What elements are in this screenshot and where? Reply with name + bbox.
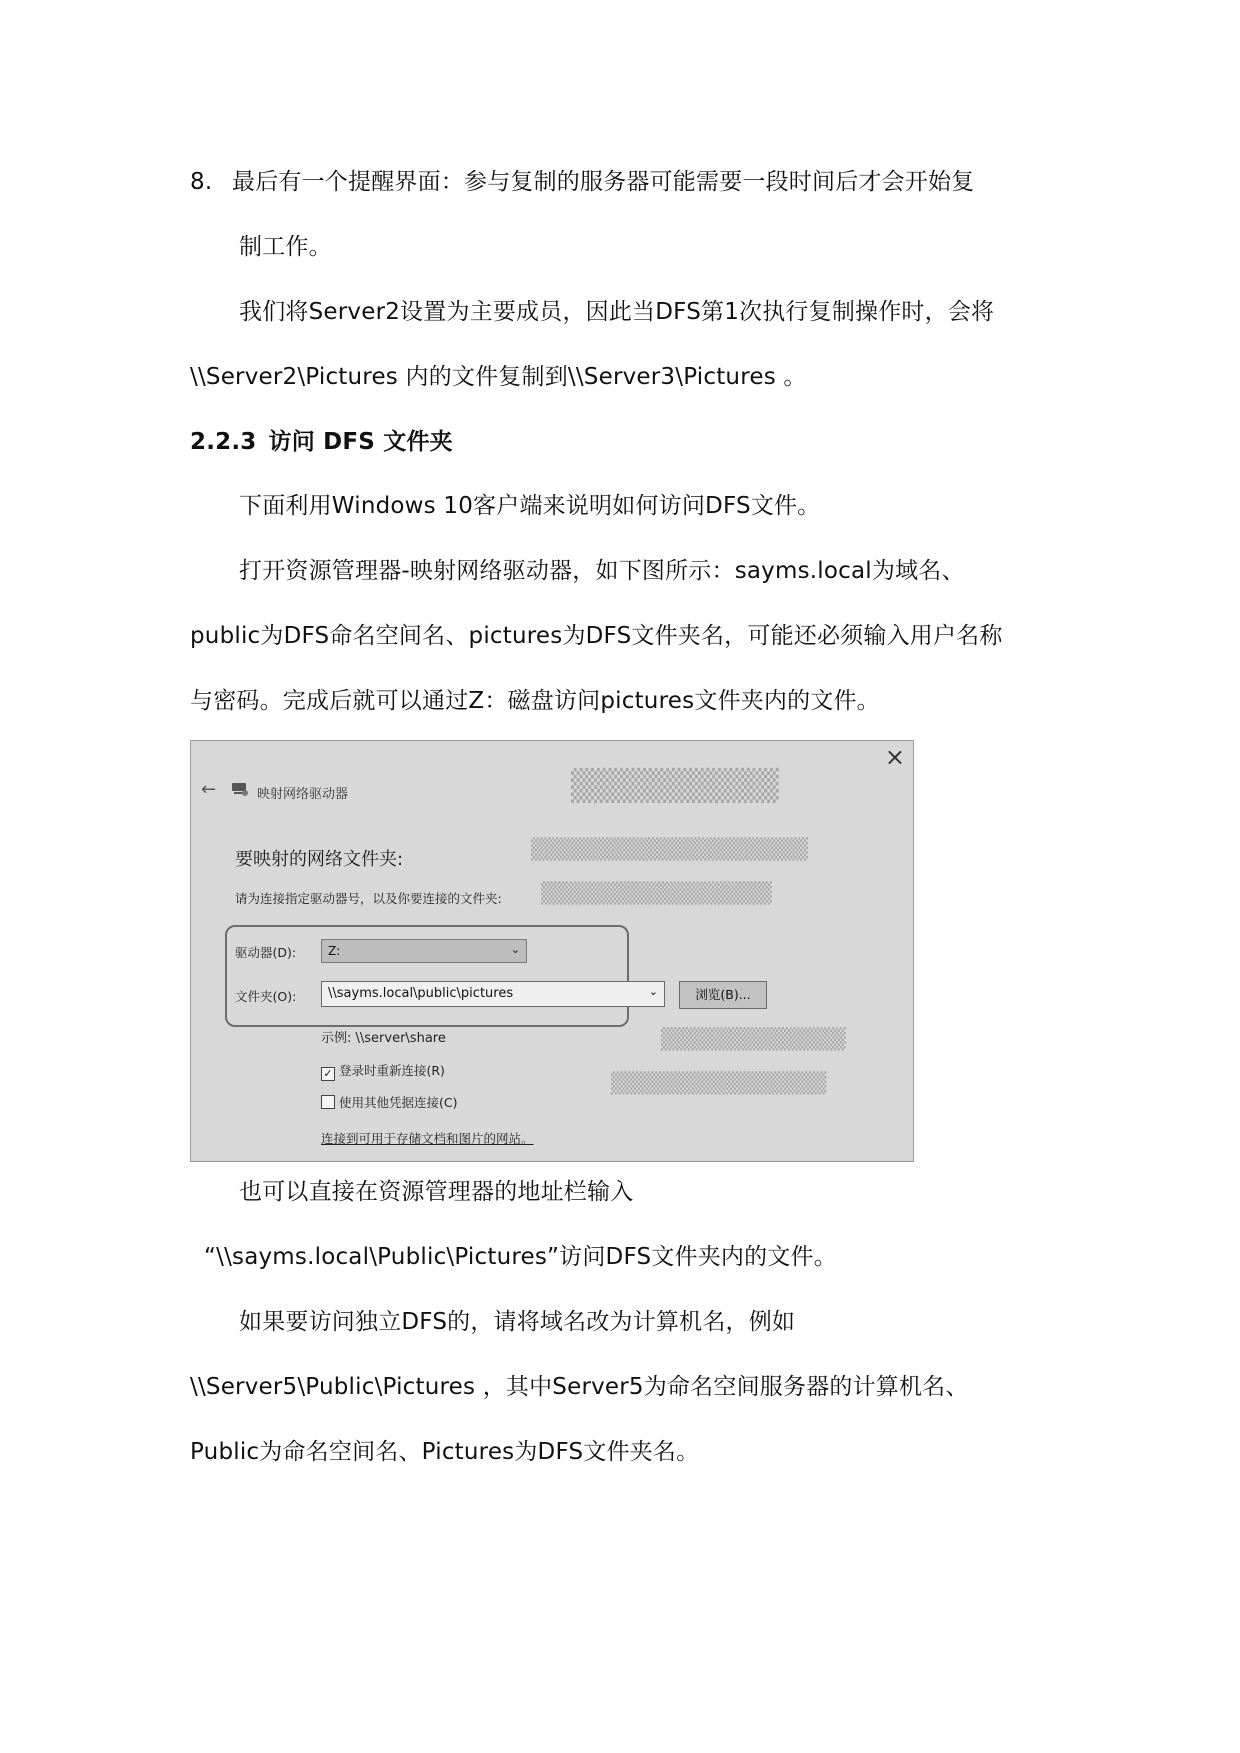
chevron-down-icon: ⌄	[510, 943, 520, 956]
section-number: 2.2.3	[190, 429, 257, 455]
other-credentials-label: 使用其他凭据连接(C)	[339, 1095, 458, 1110]
paragraph-3-line-3: 与密码。完成后就可以通过Z：磁盘访问pictures文件夹内的文件。	[190, 688, 880, 714]
background-bleed-text: ▒▒▒▒▒▒▒▒▒▒▒▒	[661, 1027, 846, 1051]
back-arrow-icon[interactable]: ←	[201, 779, 217, 800]
reconnect-checkbox-row[interactable]	[321, 1061, 445, 1081]
drive-label: 驱动器(D):	[235, 945, 297, 960]
paragraph-1-line-2: \\Server2\Pictures 内的文件复制到\\Server3\Pictures 。	[190, 364, 807, 390]
window-title: 映射网络驱动器	[257, 787, 349, 802]
map-network-drive-dialog	[191, 741, 914, 1162]
reconnect-checkbox[interactable]: ✓	[321, 1067, 335, 1081]
connect-website-link[interactable]: 连接到可用于存储文档和图片的网站。	[321, 1131, 534, 1146]
section-title: 访问 DFS 文件夹	[268, 429, 453, 455]
folder-value: \\sayms.local\public\pictures	[328, 986, 514, 1001]
paragraph-3-line-1: 打开资源管理器-映射网络驱动器，如下图所示：sayms.local为域名、	[239, 558, 965, 584]
reconnect-label: 登录时重新连接(R)	[339, 1063, 445, 1078]
dialog-heading: 要映射的网络文件夹:	[235, 849, 404, 870]
step-8-line-2: 制工作。	[239, 234, 332, 260]
other-credentials-checkbox-row[interactable]	[321, 1093, 457, 1111]
paragraph-4-line-2: “\\sayms.local\Public\Pictures”访问DFS文件夹内的文件。	[204, 1244, 837, 1270]
paragraph-5-line-1: 如果要访问独立DFS的，请将域名改为计算机名，例如	[239, 1309, 796, 1335]
folder-label: 文件夹(O):	[235, 989, 297, 1004]
step-number: 8.	[190, 169, 213, 195]
folder-input[interactable]	[321, 981, 665, 1007]
background-bleed-text: ▒▒▒▒▒▒▒▒▒▒▒▒▒▒▒	[541, 881, 772, 905]
paragraph-5-line-2: \\Server5\Public\Pictures ，其中Server5为命名空间服务器的计算机名、	[190, 1374, 969, 1400]
background-bleed-text: ▒▒▒▒▒▒▒▒▒▒▒▒▒▒▒▒▒▒	[531, 837, 808, 861]
other-credentials-checkbox[interactable]	[321, 1095, 335, 1109]
paragraph-1-line-1: 我们将Server2设置为主要成员，因此当DFS第1次执行复制操作时，会将	[239, 299, 995, 325]
step-8-line-1	[190, 166, 974, 198]
section-heading	[190, 426, 453, 458]
drive-select[interactable]	[321, 939, 527, 963]
paragraph-2: 下面利用Windows 10客户端来说明如何访问DFS文件。	[239, 493, 821, 519]
example-text: 示例: \\server\share	[321, 1031, 446, 1046]
background-bleed-text: ▒▒▒▒▒▒▒▒▒	[571, 767, 779, 802]
step-8-text: 最后有一个提醒界面：参与复制的服务器可能需要一段时间后才会开始复	[232, 169, 975, 195]
browse-button[interactable]: 浏览(B)...	[679, 981, 767, 1009]
network-drive-icon	[231, 781, 249, 797]
drive-value: Z:	[328, 944, 341, 958]
paragraph-3-line-2: public为DFS命名空间名、pictures为DFS文件夹名，可能还必须输入用户名称	[190, 623, 1003, 649]
paragraph-4-line-1: 也可以直接在资源管理器的地址栏输入	[239, 1179, 634, 1205]
dialog-subtitle: 请为连接指定驱动器号，以及你要连接的文件夹:	[235, 891, 502, 906]
chevron-down-icon: ⌄	[648, 985, 658, 998]
background-bleed-text: ▒▒▒▒▒▒▒▒▒▒▒▒▒▒	[611, 1071, 827, 1095]
map-network-drive-screenshot	[190, 740, 914, 1162]
paragraph-5-line-3: Public为命名空间名、Pictures为DFS文件夹名。	[190, 1439, 700, 1465]
close-icon[interactable]: ×	[884, 743, 905, 771]
